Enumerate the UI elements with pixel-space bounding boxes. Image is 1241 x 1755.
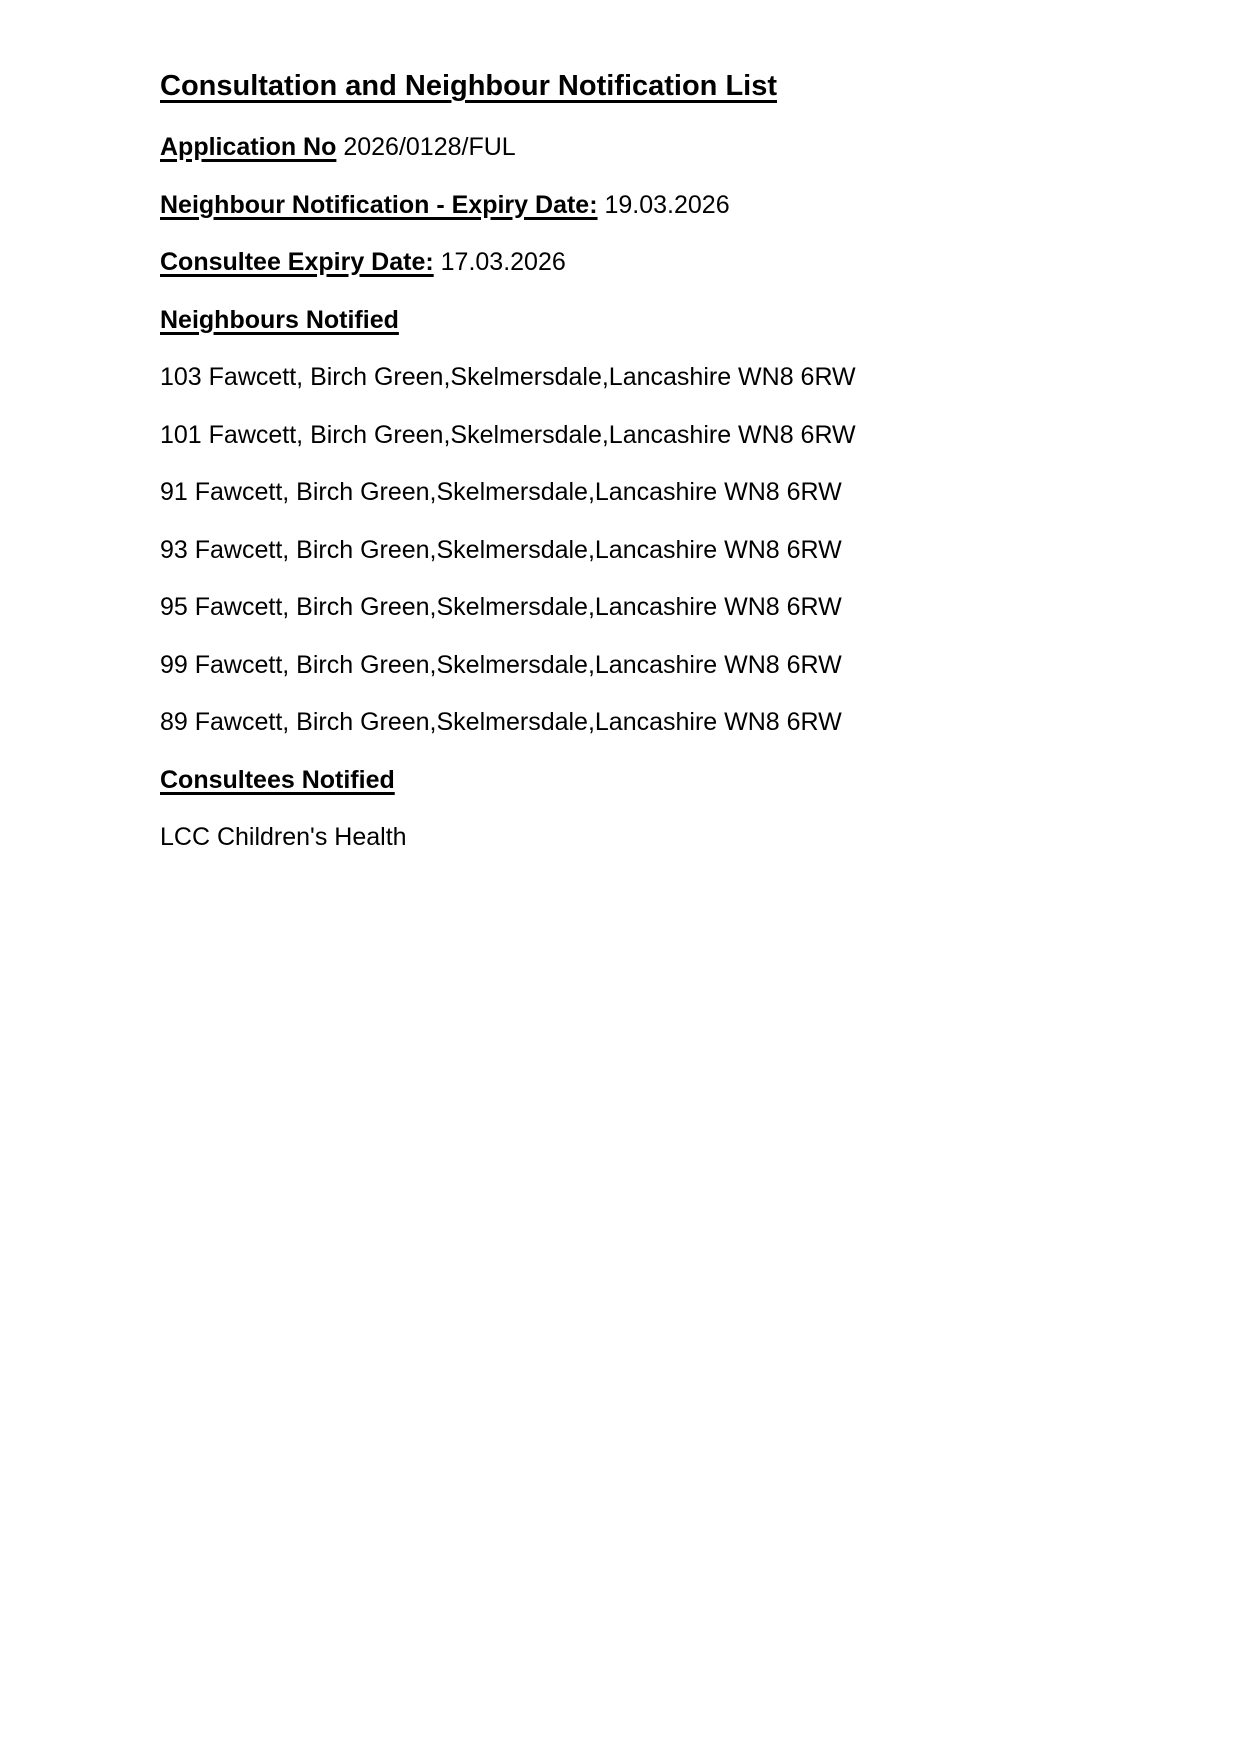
consultee-item: LCC Children's Health: [160, 823, 407, 851]
field-neighbour-expiry-value: 19.03.2026: [604, 190, 730, 219]
field-application-no-label: Application No: [160, 133, 337, 161]
neighbour-address: 103 Fawcett, Birch Green,Skelmersdale,Lancashire WN8 6RW: [160, 363, 856, 391]
consultees-notified-heading: [160, 766, 1181, 795]
neighbour-address: 93 Fawcett, Birch Green,Skelmersdale,Lancashire WN8 6RW: [160, 535, 842, 564]
neighbours-notified-heading-text: Neighbours Notified: [160, 305, 399, 334]
page-title-text: Consultation and Neighbour Notification List: [160, 70, 778, 102]
field-neighbour-expiry: [160, 191, 1181, 220]
neighbour-address: 95 Fawcett, Birch Green,Skelmersdale,Lancashire WN8 6RW: [160, 593, 842, 621]
neighbour-address: 99 Fawcett, Birch Green,Skelmersdale,Lancashire WN8 6RW: [160, 650, 842, 679]
neighbour-address: 91 Fawcett, Birch Green,Skelmersdale,Lancashire WN8 6RW: [160, 478, 842, 506]
field-consultee-expiry-value: 17.03.2026: [440, 248, 566, 276]
page-title: [160, 69, 1181, 103]
field-neighbour-expiry-label: Neighbour Notification - Expiry Date:: [160, 190, 598, 219]
field-application-no-value: 2026/0128/FUL: [343, 133, 516, 161]
field-application-no: [160, 133, 1181, 162]
field-consultee-expiry: [160, 248, 1181, 277]
neighbour-address: 101 Fawcett, Birch Green,Skelmersdale,Lancashire WN8 6RW: [160, 420, 856, 449]
field-consultee-expiry-label: Consultee Expiry Date:: [160, 248, 434, 276]
neighbour-address: 89 Fawcett, Birch Green,Skelmersdale,Lancashire WN8 6RW: [160, 708, 842, 736]
consultees-notified-heading-text: Consultees Notified: [160, 765, 395, 794]
neighbours-notified-heading: [160, 306, 1181, 335]
